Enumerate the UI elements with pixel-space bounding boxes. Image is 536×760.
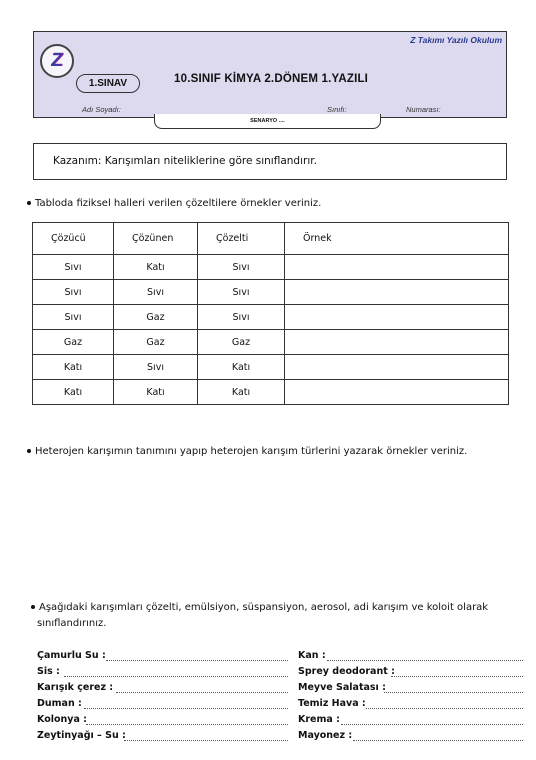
answer-line[interactable] [366,708,523,709]
answer-cell[interactable] [285,330,509,355]
answer-line[interactable] [124,740,288,741]
classify-label: Kan : [298,650,326,661]
classify-label: Krema : [298,714,340,725]
table-cell: Gaz [114,305,198,330]
table-row [33,330,509,355]
answer-line[interactable] [391,676,523,677]
table-cell: Sıvı [33,305,114,330]
question-1 [27,196,321,211]
answer-line[interactable] [106,660,288,661]
answer-line[interactable] [64,676,288,677]
answer-area-2[interactable] [33,466,507,586]
table-header-row [33,223,509,255]
table-header: Çözücü [33,223,114,255]
question-1-text: Tabloda fiziksel halleri verilen çözeltilere örnekler veriniz. [35,198,322,209]
table-cell: Gaz [114,330,198,355]
answer-cell[interactable] [285,380,509,405]
question-3-text-1: Aşağıdaki karışımları çözelti, emülsiyon, süspansiyon, aerosol, adi karışım ve koloit olarak [39,602,489,613]
table-cell: Sıvı [114,355,198,380]
number-label: Numarası: [406,105,441,114]
table-cell: Gaz [198,330,285,355]
bullet-icon [27,449,31,453]
classify-label: Mayonez : [298,730,353,741]
bullet-icon [31,605,35,609]
answer-cell[interactable] [285,355,509,380]
table-cell: Katı [198,380,285,405]
bullet-icon [27,201,31,205]
table-cell: Sıvı [33,255,114,280]
answer-cell[interactable] [285,305,509,330]
question-2 [27,444,467,459]
table-cell: Sıvı [198,305,285,330]
classify-label: Çamurlu Su : [37,650,106,661]
table-cell: Katı [114,255,198,280]
name-label: Adı Soyadı: [82,105,121,114]
classify-label: Sprey deodorant : [298,666,395,677]
logo-letter: Z [49,50,65,71]
table-row [33,355,509,380]
classify-label: Temiz Hava : [298,698,366,709]
answer-line[interactable] [86,724,288,725]
answer-line[interactable] [353,740,523,741]
table-cell: Katı [33,380,114,405]
table-cell: Katı [33,355,114,380]
exam-number-badge: 1.SINAV [76,74,140,93]
scenario-tab: SENARYO .... [154,114,381,129]
classify-label: Kolonya : [37,714,87,725]
kazanim-box: Kazanım: Karışımları niteliklerine göre sınıflandırır. [33,143,507,180]
answer-line[interactable] [84,708,288,709]
exam-header [33,31,507,118]
classify-label: Zeytinyağı – Su : [37,730,126,741]
table-row [33,305,509,330]
table-cell: Sıvı [33,280,114,305]
table-header: Örnek [285,223,509,255]
table-cell: Katı [198,355,285,380]
table-cell: Katı [114,380,198,405]
answer-line[interactable] [384,692,523,693]
table-cell: Sıvı [198,280,285,305]
solutions-table [32,222,509,405]
exam-title: 10.SINIF KİMYA 2.DÖNEM 1.YAZILI [174,73,369,85]
answer-line[interactable] [341,724,523,725]
answer-cell[interactable] [285,255,509,280]
question-3-line-2: sınıflandırınız. [37,618,107,629]
table-row [33,380,509,405]
table-cell: Sıvı [114,280,198,305]
classify-label: Karışık çerez : [37,682,114,693]
z-logo-icon [40,44,74,78]
table-row [33,255,509,280]
question-3 [31,600,488,615]
classify-label: Sis : [37,666,60,677]
table-cell: Gaz [33,330,114,355]
question-2-text: Heterojen karışımın tanımını yapıp heterojen karışım türlerini yazarak örnekler veriniz. [35,446,468,457]
classify-label: Meyve Salatası : [298,682,386,693]
table-row [33,280,509,305]
table-header: Çözelti [198,223,285,255]
school-name: Z Takımı Yazılı Okulum [410,35,502,45]
answer-line[interactable] [327,660,523,661]
answer-line[interactable] [116,692,288,693]
class-label: Sınıfı: [327,105,347,114]
table-cell: Sıvı [198,255,285,280]
answer-cell[interactable] [285,280,509,305]
table-header: Çözünen [114,223,198,255]
classify-label: Duman : [37,698,82,709]
